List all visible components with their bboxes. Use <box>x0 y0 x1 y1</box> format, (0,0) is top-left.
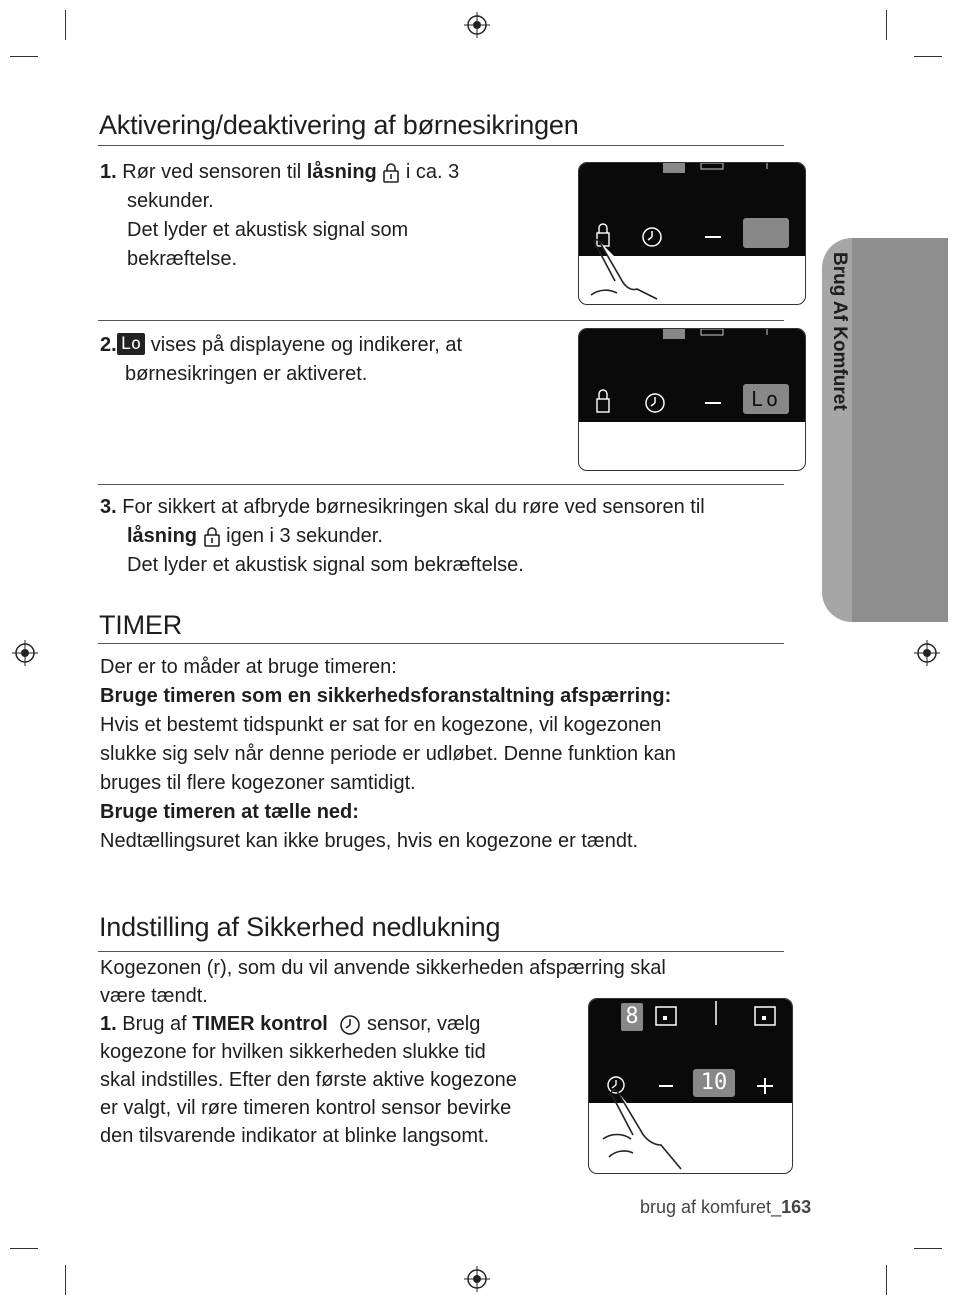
step-number: 1. <box>100 161 117 183</box>
lock-term: låsning <box>306 161 377 183</box>
control-panel-illustration <box>578 328 806 471</box>
timer-text-block <box>100 653 676 856</box>
section-rule <box>98 145 784 146</box>
lock-icon <box>382 162 400 184</box>
step-divider <box>98 484 784 485</box>
step-text: For sikkert at afbryde børnesikringen skal du røre ved sensoren til <box>122 496 705 518</box>
step-divider <box>98 320 784 321</box>
step-text: børnesikringen er aktiveret. <box>125 363 368 385</box>
paragraph: bruges til flere kogezoner samtidigt. <box>100 772 416 794</box>
registration-mark-icon <box>464 1266 490 1292</box>
subheading: Bruge timeren som en sikkerhedsforanstaltning afspærring: <box>100 685 672 707</box>
timer-icon <box>339 1014 361 1036</box>
step-text: Rør ved sensoren til <box>122 161 307 183</box>
paragraph: den tilsvarende indikator at blinke langsomt. <box>100 1125 490 1147</box>
paragraph: skal indstilles. Efter den første aktive kogezone <box>100 1069 517 1091</box>
step-number: 2. <box>100 334 117 356</box>
section-title-child-lock: Aktivering/deaktivering af børnesikringen <box>99 110 579 140</box>
step-text: sensor, vælg <box>361 1013 481 1035</box>
paragraph: være tændt. <box>100 985 208 1007</box>
step-text: sekunder. <box>127 190 214 212</box>
step-text: vises på displayene og indikerer, at <box>145 334 463 356</box>
step-3-text <box>100 493 705 580</box>
step-text: Det lyder et akustisk signal som <box>127 219 409 241</box>
timer-display: 10 <box>700 1070 728 1095</box>
zone-digit: 8 <box>625 1004 639 1029</box>
lock-sensor-icon <box>597 224 609 246</box>
timer-control-term: TIMER kontrol <box>192 1013 328 1035</box>
paragraph: Nedtællingsuret kan ikke bruges, hvis en kogezone er tændt. <box>100 830 639 852</box>
lo-display: Lo <box>750 387 782 411</box>
step-1-text <box>100 158 459 274</box>
paragraph: Kogezonen (r), som du vil anvende sikkerheden afspærring skal <box>100 957 666 979</box>
control-panel-illustration <box>578 162 806 305</box>
chapter-tab-label <box>826 252 854 452</box>
timer-panel-illustration <box>588 998 793 1174</box>
control-panel-drawing <box>579 163 805 304</box>
lock-icon <box>203 526 221 548</box>
section-title-timer: TIMER <box>99 610 182 640</box>
registration-mark-icon <box>914 640 940 666</box>
chapter-tab-text: Brug Af Komfuret <box>829 252 850 411</box>
section-title-safety-shutoff: Indstilling af Sikkerhed nedlukning <box>99 912 501 942</box>
step-text: igen i 3 sekunder. <box>220 525 383 547</box>
lo-display-badge: Lo <box>117 333 145 355</box>
registration-mark-icon <box>464 12 490 38</box>
subheading: Bruge timeren at tælle ned: <box>100 801 359 823</box>
paragraph: Hvis et bestemt tidspunkt er sat for en kogezone, vil kogezonen <box>100 714 662 736</box>
step-text: Brug af <box>116 1013 193 1035</box>
step-text: Det lyder et akustisk signal som bekræftelse. <box>127 554 524 576</box>
step-2-text <box>100 331 462 389</box>
paragraph: Der er to måder at bruge timeren: <box>100 656 397 678</box>
step-text: i ca. 3 <box>400 161 460 183</box>
page-number: 163 <box>781 1197 812 1217</box>
step-number: 3. <box>100 496 117 518</box>
step-text: bekræftelse. <box>127 248 238 270</box>
section-rule <box>98 951 784 952</box>
registration-mark-icon <box>12 640 38 666</box>
step-number: 1. <box>100 1013 117 1035</box>
paragraph: er valgt, vil røre timeren kontrol sensor bevirke <box>100 1097 512 1119</box>
paragraph: slukke sig selv når denne periode er udløbet. Denne funktion kan <box>100 743 676 765</box>
chapter-tab-band <box>852 238 948 622</box>
section-rule <box>98 643 784 644</box>
lock-term: låsning <box>127 525 198 547</box>
timer-panel-drawing <box>589 999 792 1173</box>
safety-text-block <box>100 954 666 1150</box>
page-footer <box>640 1197 811 1218</box>
footer-text: brug af komfuret_ <box>640 1197 782 1217</box>
paragraph: kogezone for hvilken sikkerheden slukke tid <box>100 1041 486 1063</box>
